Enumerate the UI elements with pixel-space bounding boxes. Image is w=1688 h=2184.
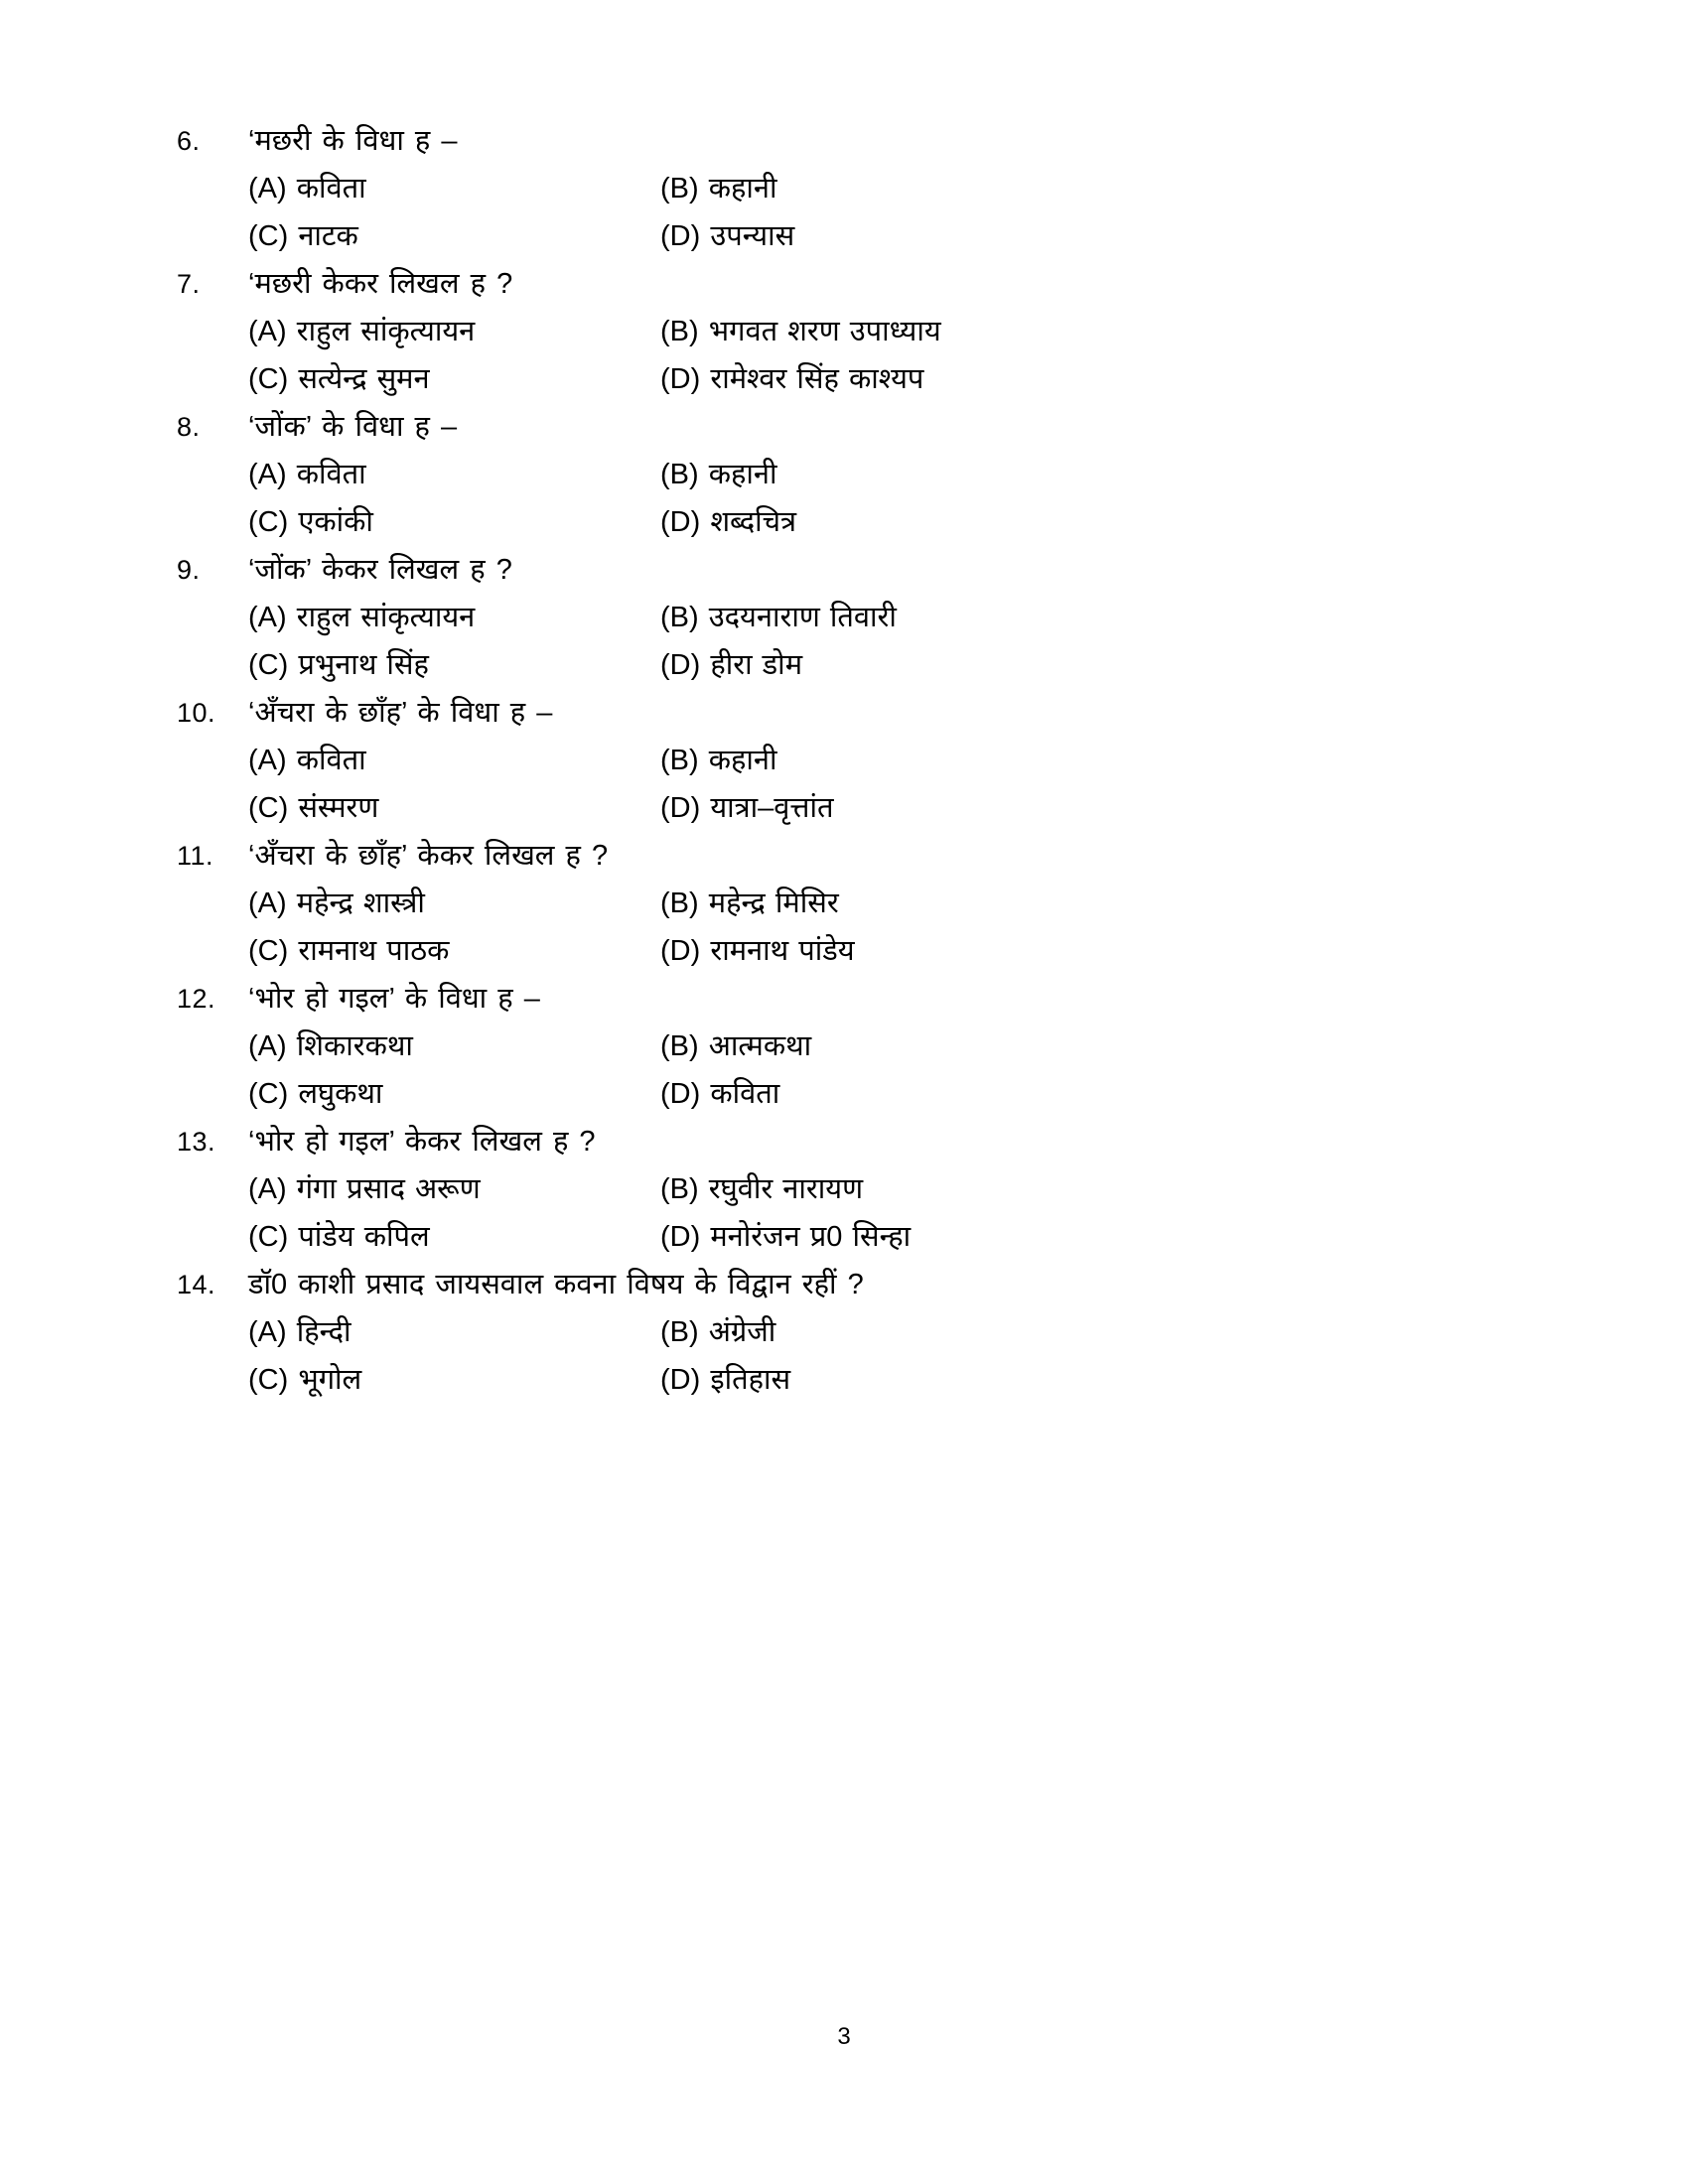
option-a-label: (A): [248, 173, 287, 205]
option-d-label: (D): [660, 1221, 701, 1253]
option-d-text: रामेश्वर सिंह काश्यप: [710, 363, 924, 395]
option-c-text: भूगोल: [298, 1364, 362, 1396]
option-row-ab: [177, 594, 1378, 641]
option-d-text: हीरा डोम: [710, 649, 803, 681]
question-text: ‘भोर हो गइल’ केकर लिखल ह ?: [248, 1126, 596, 1158]
option-b-label: (B): [660, 602, 699, 633]
option-b[interactable]: [660, 1165, 1378, 1213]
option-d-label: (D): [660, 506, 701, 538]
option-row-ab: [177, 880, 1378, 927]
option-b-text: आत्मकथा: [708, 1030, 812, 1062]
question-number: 8.: [177, 412, 201, 442]
option-d-label: (D): [660, 220, 701, 252]
question-stem-row: [177, 403, 1378, 451]
question-block: [177, 832, 1378, 975]
option-d-text: उपन्यास: [710, 220, 795, 252]
question-number: 12.: [177, 984, 216, 1014]
question-stem-row: [177, 975, 1378, 1023]
option-a[interactable]: [248, 1023, 660, 1070]
option-c-text: एकांकी: [298, 506, 373, 538]
question-number: 10.: [177, 698, 216, 728]
option-a-text: महेन्द्र शास्त्री: [296, 887, 425, 919]
option-a-text: कविता: [296, 173, 366, 205]
option-a-label: (A): [248, 745, 287, 776]
option-c-label: (C): [248, 506, 289, 538]
option-c-text: नाटक: [298, 220, 358, 252]
option-a[interactable]: [248, 165, 660, 212]
question-number: 13.: [177, 1127, 216, 1157]
question-stem-row: [177, 1118, 1378, 1165]
option-a-text: गंगा प्रसाद अरूण: [296, 1173, 481, 1205]
option-a-text: राहुल सांकृत्यायन: [296, 316, 476, 347]
option-row-cd: [177, 355, 1378, 403]
option-c[interactable]: [248, 784, 660, 832]
option-a[interactable]: [248, 451, 660, 498]
option-a-text: शिकारकथा: [296, 1030, 413, 1062]
question-text: ‘मछरी के विधा ह –: [248, 125, 458, 157]
option-a-label: (A): [248, 887, 287, 919]
question-block: [177, 975, 1378, 1118]
option-a-text: कविता: [296, 745, 366, 776]
option-a-label: (A): [248, 602, 287, 633]
option-d-label: (D): [660, 792, 701, 824]
option-c[interactable]: [248, 498, 660, 546]
option-row-cd: [177, 498, 1378, 546]
option-row-cd: [177, 1213, 1378, 1261]
option-d-text: इतिहास: [710, 1364, 791, 1396]
option-row-cd: [177, 641, 1378, 689]
option-c-text: रामनाथ पाठक: [298, 935, 450, 967]
option-d[interactable]: [660, 1070, 1378, 1118]
option-c-text: पांडेय कपिल: [298, 1221, 430, 1253]
option-b-text: उदयनाराण तिवारी: [708, 602, 897, 633]
option-b-text: अंग्रेजी: [708, 1316, 776, 1348]
option-a[interactable]: [248, 1165, 660, 1213]
question-block: [177, 117, 1378, 260]
option-d-label: (D): [660, 363, 701, 395]
option-c-label: (C): [248, 363, 289, 395]
option-d-text: शब्दचित्र: [710, 506, 797, 538]
option-c-label: (C): [248, 220, 289, 252]
question-text: ‘जोंक’ केकर लिखल ह ?: [248, 554, 512, 586]
option-b-label: (B): [660, 459, 699, 490]
question-text: डॉ0 काशी प्रसाद जायसवाल कवना विषय के विद्वान रहीं ?: [248, 1269, 864, 1300]
question-text: ‘मछरी केकर लिखल ह ?: [248, 268, 513, 300]
option-b-text: महेन्द्र मिसिर: [708, 887, 839, 919]
option-c[interactable]: [248, 927, 660, 975]
option-d-label: (D): [660, 935, 701, 967]
option-b-label: (B): [660, 745, 699, 776]
question-block: [177, 546, 1378, 689]
option-d[interactable]: [660, 498, 1378, 546]
option-d[interactable]: [660, 1356, 1378, 1404]
option-row-ab: [177, 1023, 1378, 1070]
option-row-cd: [177, 1070, 1378, 1118]
option-d-text: कविता: [710, 1078, 780, 1110]
option-c-text: लघुकथा: [298, 1078, 383, 1110]
option-d[interactable]: [660, 641, 1378, 689]
question-block: [177, 1118, 1378, 1261]
option-row-cd: [177, 927, 1378, 975]
page-number: 3: [837, 2023, 851, 2050]
option-d-label: (D): [660, 1364, 701, 1396]
option-a-text: हिन्दी: [296, 1316, 352, 1348]
option-b[interactable]: [660, 1023, 1378, 1070]
option-c[interactable]: [248, 1213, 660, 1261]
option-c-text: संस्मरण: [298, 792, 379, 824]
option-d-label: (D): [660, 1078, 701, 1110]
question-stem-row: [177, 546, 1378, 594]
option-a[interactable]: [248, 594, 660, 641]
option-b-text: कहानी: [708, 745, 777, 776]
option-c-label: (C): [248, 792, 289, 824]
question-block: [177, 1261, 1378, 1404]
option-c-text: प्रभुनाथ सिंह: [298, 649, 429, 681]
option-c[interactable]: [248, 1356, 660, 1404]
option-c-label: (C): [248, 1078, 289, 1110]
option-b[interactable]: [660, 880, 1378, 927]
question-text: ‘भोर हो गइल’ के विधा ह –: [248, 983, 540, 1015]
option-c[interactable]: [248, 355, 660, 403]
question-stem-row: [177, 1261, 1378, 1308]
option-row-ab: [177, 1308, 1378, 1356]
question-block: [177, 403, 1378, 546]
option-d-text: मनोरंजन प्र0 सिन्हा: [710, 1221, 912, 1253]
option-row-ab: [177, 165, 1378, 212]
option-b-label: (B): [660, 316, 699, 347]
option-b-label: (B): [660, 1316, 699, 1348]
question-number: 6.: [177, 126, 201, 156]
option-row-ab: [177, 308, 1378, 355]
option-b[interactable]: [660, 594, 1378, 641]
option-b[interactable]: [660, 308, 1378, 355]
option-b-text: कहानी: [708, 459, 777, 490]
option-a[interactable]: [248, 880, 660, 927]
option-b[interactable]: [660, 451, 1378, 498]
option-row-cd: [177, 212, 1378, 260]
option-a-label: (A): [248, 1030, 287, 1062]
question-text: ‘अँचरा के छाँह’ केकर लिखल ह ?: [248, 840, 609, 872]
option-c[interactable]: [248, 1070, 660, 1118]
option-c-label: (C): [248, 1364, 289, 1396]
question-stem-row: [177, 832, 1378, 880]
option-c-label: (C): [248, 1221, 289, 1253]
option-b-label: (B): [660, 1173, 699, 1205]
option-b-text: कहानी: [708, 173, 777, 205]
question-block: [177, 689, 1378, 832]
question-number: 9.: [177, 555, 201, 585]
question-text: ‘जोंक’ के विधा ह –: [248, 411, 458, 443]
option-row-ab: [177, 1165, 1378, 1213]
question-number: 14.: [177, 1270, 216, 1299]
option-row-ab: [177, 451, 1378, 498]
option-b[interactable]: [660, 1308, 1378, 1356]
option-d-label: (D): [660, 649, 701, 681]
option-a[interactable]: [248, 737, 660, 784]
option-d[interactable]: [660, 355, 1378, 403]
option-b-label: (B): [660, 887, 699, 919]
question-stem-row: [177, 117, 1378, 165]
question-number: 11.: [177, 841, 214, 871]
option-c-text: सत्येन्द्र सुमन: [298, 363, 430, 395]
option-a-text: राहुल सांकृत्यायन: [296, 602, 476, 633]
option-c[interactable]: [248, 641, 660, 689]
option-a-text: कविता: [296, 459, 366, 490]
option-a[interactable]: [248, 1308, 660, 1356]
option-d[interactable]: [660, 784, 1378, 832]
question-block: [177, 260, 1378, 403]
option-d[interactable]: [660, 927, 1378, 975]
option-a-label: (A): [248, 316, 287, 347]
option-b[interactable]: [660, 737, 1378, 784]
option-c-label: (C): [248, 649, 289, 681]
option-a-label: (A): [248, 1316, 287, 1348]
option-row-cd: [177, 1356, 1378, 1404]
option-d-text: यात्रा–वृत्तांत: [710, 792, 834, 824]
question-list: [177, 117, 1378, 1404]
option-row-ab: [177, 737, 1378, 784]
option-a-label: (A): [248, 459, 287, 490]
option-b-label: (B): [660, 173, 699, 205]
option-d[interactable]: [660, 212, 1378, 260]
option-b-text: रघुवीर नारायण: [708, 1173, 864, 1205]
option-c-label: (C): [248, 935, 289, 967]
question-number: 7.: [177, 269, 201, 299]
option-b-text: भगवत शरण उपाध्याय: [708, 316, 941, 347]
option-c[interactable]: [248, 212, 660, 260]
option-d[interactable]: [660, 1213, 1378, 1261]
option-b[interactable]: [660, 165, 1378, 212]
option-d-text: रामनाथ पांडेय: [710, 935, 855, 967]
option-b-label: (B): [660, 1030, 699, 1062]
option-a[interactable]: [248, 308, 660, 355]
question-stem-row: [177, 260, 1378, 308]
option-row-cd: [177, 784, 1378, 832]
question-text: ‘अँचरा के छाँह’ के विधा ह –: [248, 697, 553, 729]
question-stem-row: [177, 689, 1378, 737]
option-a-label: (A): [248, 1173, 287, 1205]
